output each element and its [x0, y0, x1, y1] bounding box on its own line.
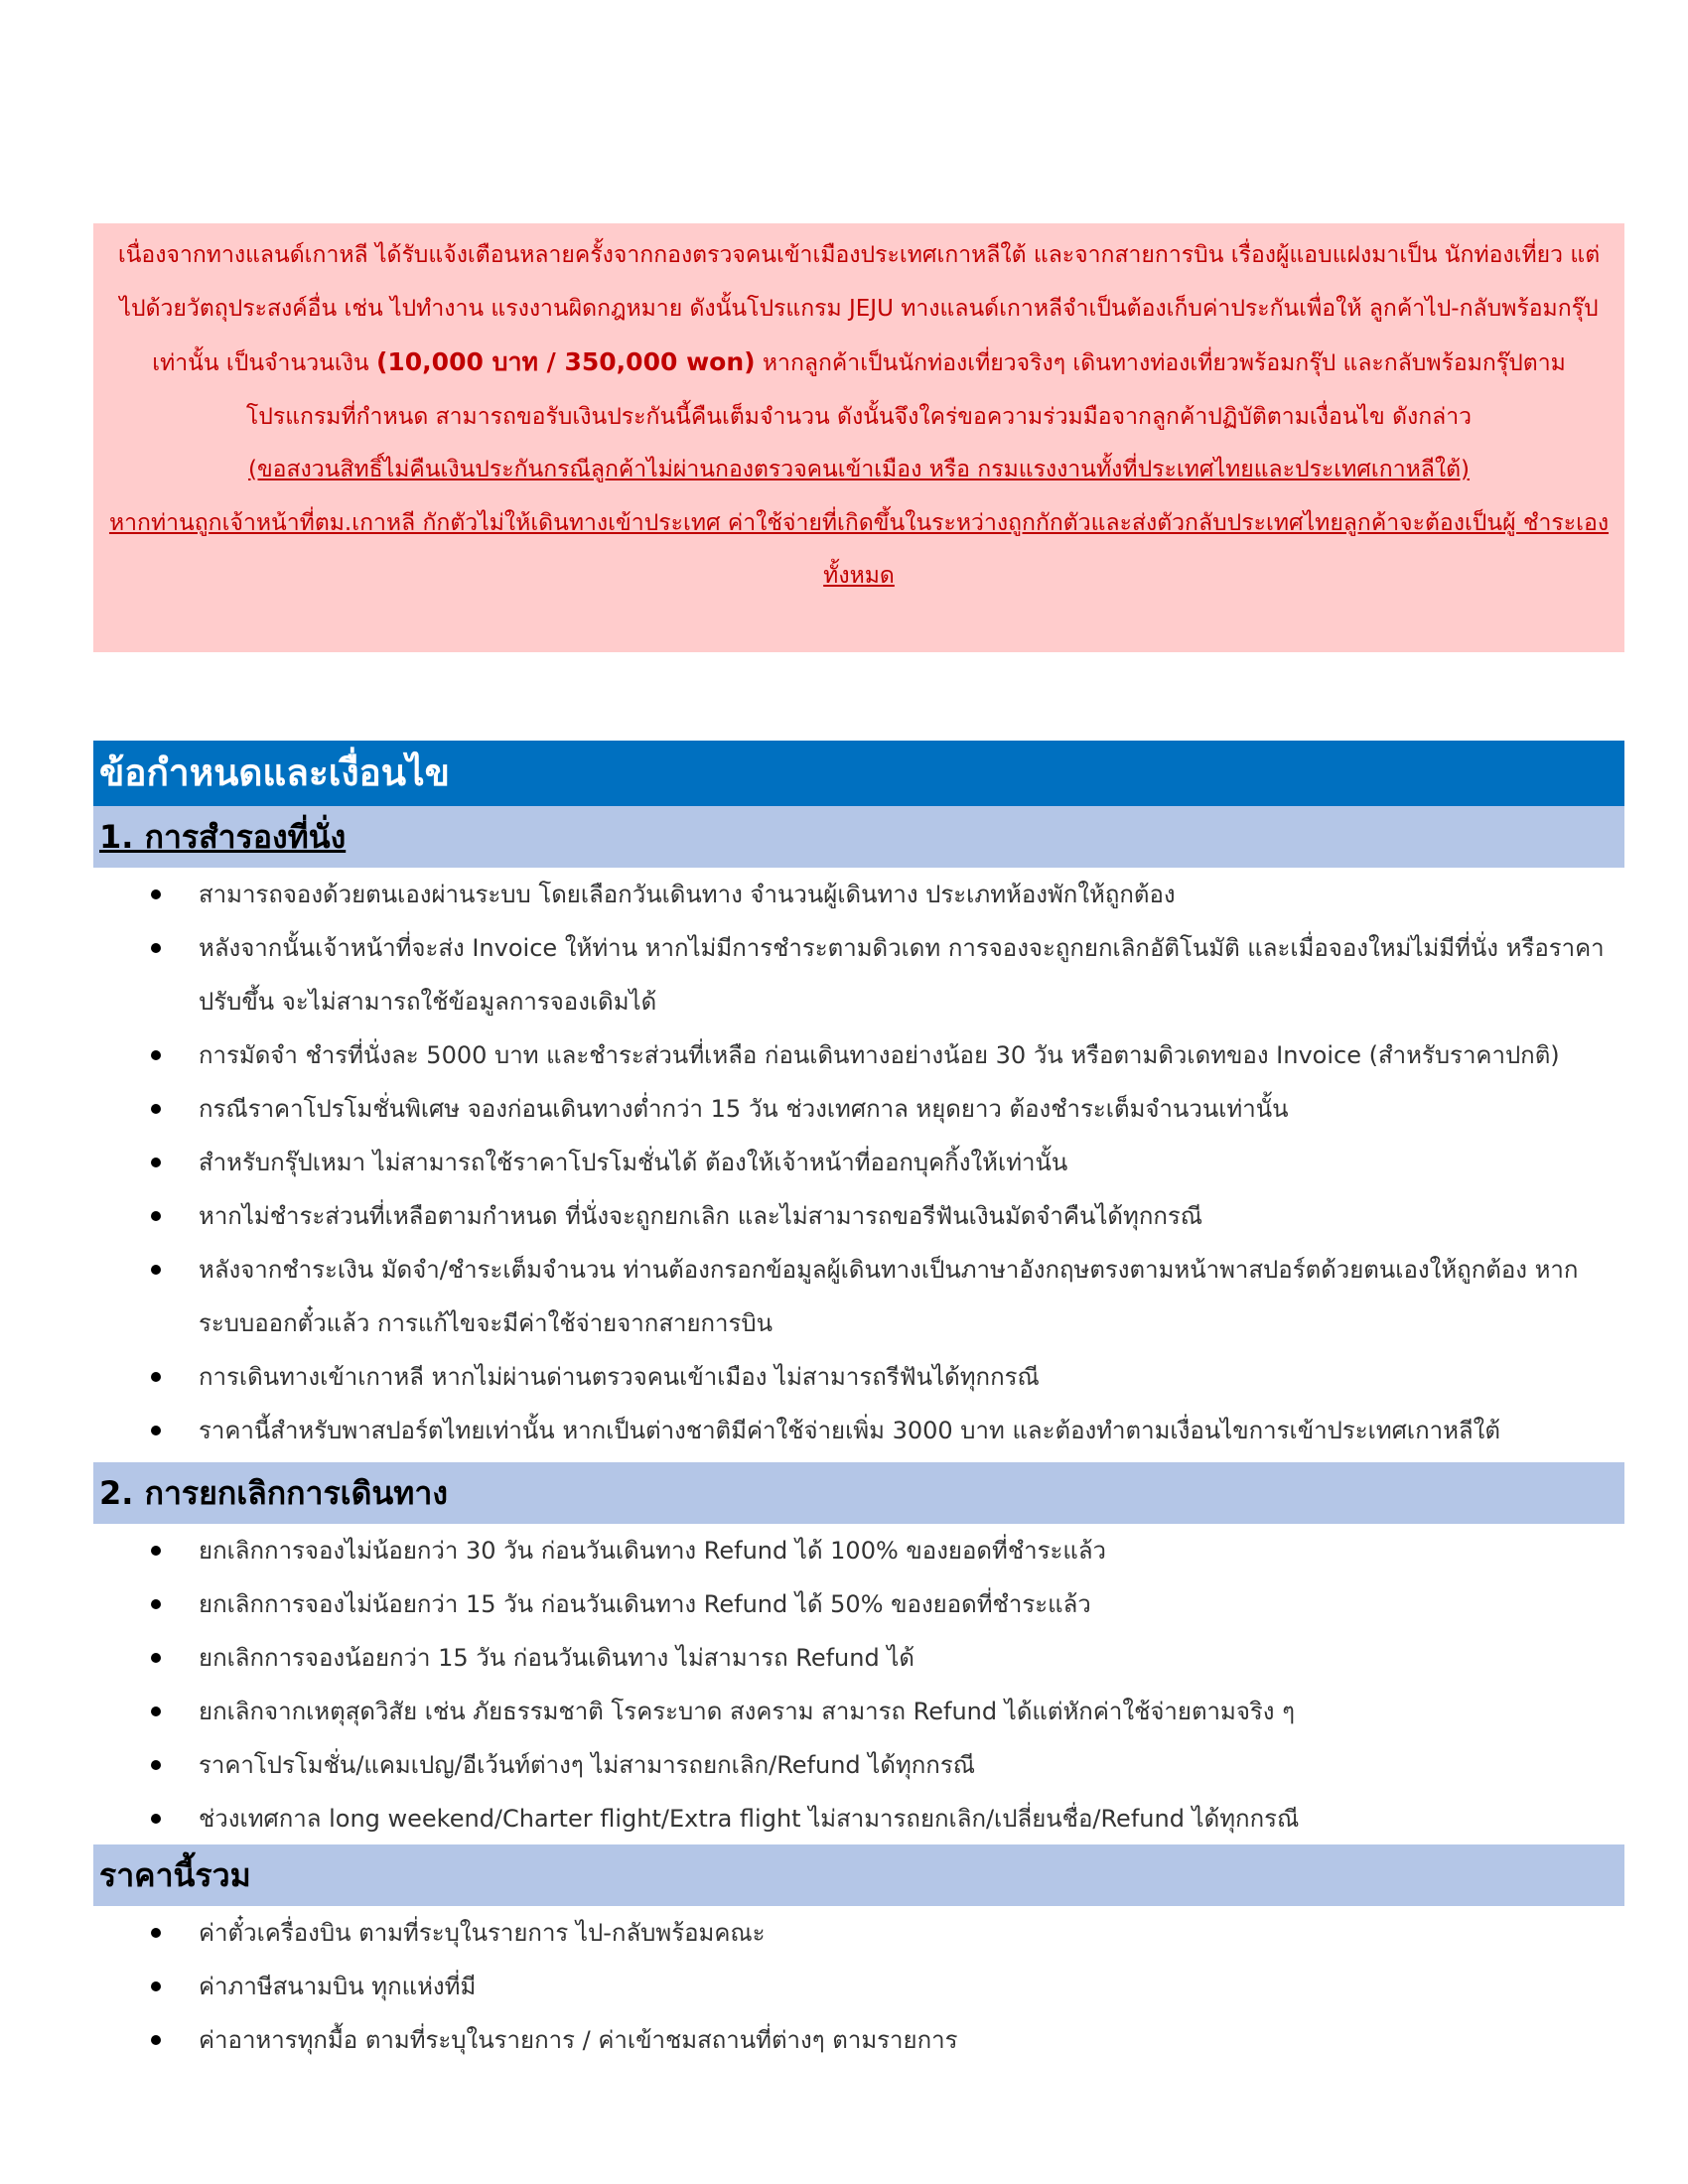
- notice-detain-costs: หากท่านถูกเจ้าหน้าที่ตม.เกาหลี กักตัวไม่ให้เดินทางเข้าประเทศ ค่าใช้จ่ายที่เกิดขึ้นในระหว่างถูกกักตัวและส่งตัวกลับประเทศไทยลูกค้าจะต้องเป็นผู้ ชำระเองทั้งหมด: [108, 509, 1610, 589]
- included-list: [93, 1906, 1624, 2067]
- section-booking-title: 1. การสำรองที่นั่ง: [99, 818, 347, 856]
- bullet-icon: [151, 1265, 161, 1275]
- bullet-icon: [151, 1706, 161, 1716]
- bullet-icon: [151, 889, 161, 899]
- list-item: ค่าภาษีสนามบิน ทุกแห่งที่มี: [93, 1960, 1624, 2013]
- list-item: ค่าอาหารทุกมื้อ ตามที่ระบุในรายการ / ค่าเข้าชมสถานที่ต่างๆ ตามรายการ: [93, 2013, 1624, 2067]
- list-item: ค่าตั๋วเครื่องบิน ตามที่ระบุในรายการ ไป-กลับพร้อมคณะ: [93, 1906, 1624, 1960]
- bullet-icon: [151, 1372, 161, 1382]
- section-included-title: ราคานี้รวม: [99, 1856, 251, 1894]
- bullet-icon: [151, 1760, 161, 1770]
- bullet-icon: [151, 1426, 161, 1435]
- list-item: สามารถจองด้วยตนเองผ่านระบบ โดยเลือกวันเดินทาง จำนวนผู้เดินทาง ประเภทห้องพักให้ถูกต้อง: [93, 868, 1624, 921]
- cancel-list: [93, 1524, 1624, 1845]
- terms-title: ข้อกำหนดและเงื่อนไข: [93, 741, 1624, 806]
- bullet-icon: [151, 1050, 161, 1060]
- bullet-icon: [151, 2035, 161, 2045]
- list-item: ยกเลิกการจองน้อยกว่า 15 วัน ก่อนวันเดินทาง ไม่สามารถ Refund ได้: [93, 1631, 1624, 1685]
- list-item: การเดินทางเข้าเกาหลี หากไม่ผ่านด่านตรวจคนเข้าเมือง ไม่สามารถรีฟันได้ทุกกรณี: [93, 1350, 1624, 1404]
- list-item: สำหรับกรุ๊ปเหมา ไม่สามารถใช้ราคาโปรโมชั่นได้ ต้องให้เจ้าหน้าที่ออกบุคกิ้งให้เท่านั้น: [93, 1136, 1624, 1189]
- list-item: การมัดจำ ชำรที่นั่งละ 5000 บาท และชำระส่วนที่เหลือ ก่อนเดินทางอย่างน้อย 30 วัน หรือตามดิวเดทของ Invoice (สำหรับราคาปกติ): [93, 1028, 1624, 1082]
- section-included-heading: [93, 1844, 1624, 1906]
- section-booking-heading: [93, 806, 1624, 868]
- section-cancel-heading: [93, 1462, 1624, 1524]
- list-item: หลังจากชำระเงิน มัดจำ/ชำระเต็มจำนวน ท่านต้องกรอกข้อมูลผู้เดินทางเป็นภาษาอังกฤษตรงตามหน้าพาสปอร์ตด้วยตนเองให้ถูกต้อง หากระบบออกตั๋วแล้ว การแก้ไขจะมีค่าใช้จ่ายจากสายการบิน: [93, 1243, 1624, 1350]
- bullet-icon: [151, 1814, 161, 1824]
- list-item: หากไม่ชำระส่วนที่เหลือตามกำหนด ที่นั่งจะถูกยกเลิก และไม่สามารถขอรีฟันเงินมัดจำคืนได้ทุกกรณี: [93, 1189, 1624, 1243]
- list-item: ยกเลิกการจองไม่น้อยกว่า 15 วัน ก่อนวันเดินทาง Refund ได้ 50% ของยอดที่ชำระแล้ว: [93, 1577, 1624, 1631]
- notice-text-2: หากลูกค้าเป็นนักท่องเที่ยวจริงๆ เดินทางท่องเที่ยวพร้อมกรุ๊ป และกลับพร้อมกรุ๊ปตามโปรแกรมที่กำหนด สามารถขอรับเงินประกันนี้คืนเต็มจำนวน ดังนั้นจึงใคร่ขอความร่วมมือจากลูกค้าปฏิบัติตามเงื่อนไข ดังกล่าว: [245, 350, 1566, 430]
- list-item: ราคานี้สำหรับพาสปอร์ตไทยเท่านั้น หากเป็นต่างชาติมีค่าใช้จ่ายเพิ่ม 3000 บาท และต้องทำตามเงื่อนไขการเข้าประเทศเกาหลีใต้: [93, 1404, 1624, 1457]
- bullet-icon: [151, 1211, 161, 1221]
- list-item: หลังจากนั้นเจ้าหน้าที่จะส่ง Invoice ให้ท่าน หากไม่มีการชำระตามดิวเดท การจองจะถูกยกเลิกอัติโนมัติ และเมื่อจองใหม่ไม่มีที่นั่ง หรือราคาปรับขึ้น จะไม่สามารถใช้ข้อมูลการจองเดิมได้: [93, 921, 1624, 1028]
- notice-paragraph: [105, 229, 1613, 444]
- bullet-icon: [151, 943, 161, 953]
- deposit-notice: [93, 223, 1624, 652]
- list-item: กรณีราคาโปรโมชั่นพิเศษ จองก่อนเดินทางต่ำกว่า 15 วัน ช่วงเทศกาล หยุดยาว ต้องชำระเต็มจำนวนเท่านั้น: [93, 1082, 1624, 1136]
- list-item: ราคาโปรโมชั่น/แคมเปญ/อีเว้นท์ต่างๆ ไม่สามารถยกเลิก/Refund ได้ทุกกรณี: [93, 1738, 1624, 1792]
- list-item: ช่วงเทศกาล long weekend/Charter flight/Extra flight ไม่สามารถยกเลิก/เปลี่ยนชื่อ/Refund ได้ทุกกรณี: [93, 1792, 1624, 1845]
- bullet-icon: [151, 1599, 161, 1609]
- notice-text-1: เนื่องจากทางแลนด์เกาหลี ได้รับแจ้งเตือนหลายครั้งจากกองตรวจคนเข้าเมืองประเทศเกาหลีใต้ และจากสายการบิน เรื่องผู้แอบแฝงมาเป็น นักท่องเที่ยว แต่ไปด้วยวัตถุประสงค์อื่น เช่น ไปทำงาน แรงงานผิดกฎหมาย ดังนั้นโปรแกรม JEJU ทางแลนด์เกาหลีจำเป็นต้องเก็บค่าประกันเพื่อให้ ลูกค้าไป-กลับพร้อมกรุ๊ปเท่านั้น เป็นจำนวนเงิน: [117, 242, 1601, 376]
- section-cancel-title: 2. การยกเลิกการเดินทาง: [99, 1474, 448, 1512]
- bullet-icon: [151, 1653, 161, 1663]
- bullet-icon: [151, 1928, 161, 1938]
- bullet-icon: [151, 1104, 161, 1114]
- booking-list: [93, 868, 1624, 1457]
- notice-reserve-rights: (ขอสงวนสิทธิ์ไม่คืนเงินประกันกรณีลูกค้าไม่ผ่านกองตรวจคนเข้าเมือง หรือ กรมแรงงานทั้งที่ประเทศไทยและประเทศเกาหลีใต้): [247, 457, 1471, 482]
- deposit-amount: (10,000 บาท / 350,000 won): [375, 347, 756, 376]
- bullet-icon: [151, 1158, 161, 1167]
- list-item: ยกเลิกการจองไม่น้อยกว่า 30 วัน ก่อนวันเดินทาง Refund ได้ 100% ของยอดที่ชำระแล้ว: [93, 1524, 1624, 1577]
- bullet-icon: [151, 1546, 161, 1556]
- list-item: ยกเลิกจากเหตุสุดวิสัย เช่น ภัยธรรมชาติ โรคระบาด สงคราม สามารถ Refund ได้แต่หักค่าใช้จ่ายตามจริง ๆ: [93, 1685, 1624, 1738]
- bullet-icon: [151, 1981, 161, 1991]
